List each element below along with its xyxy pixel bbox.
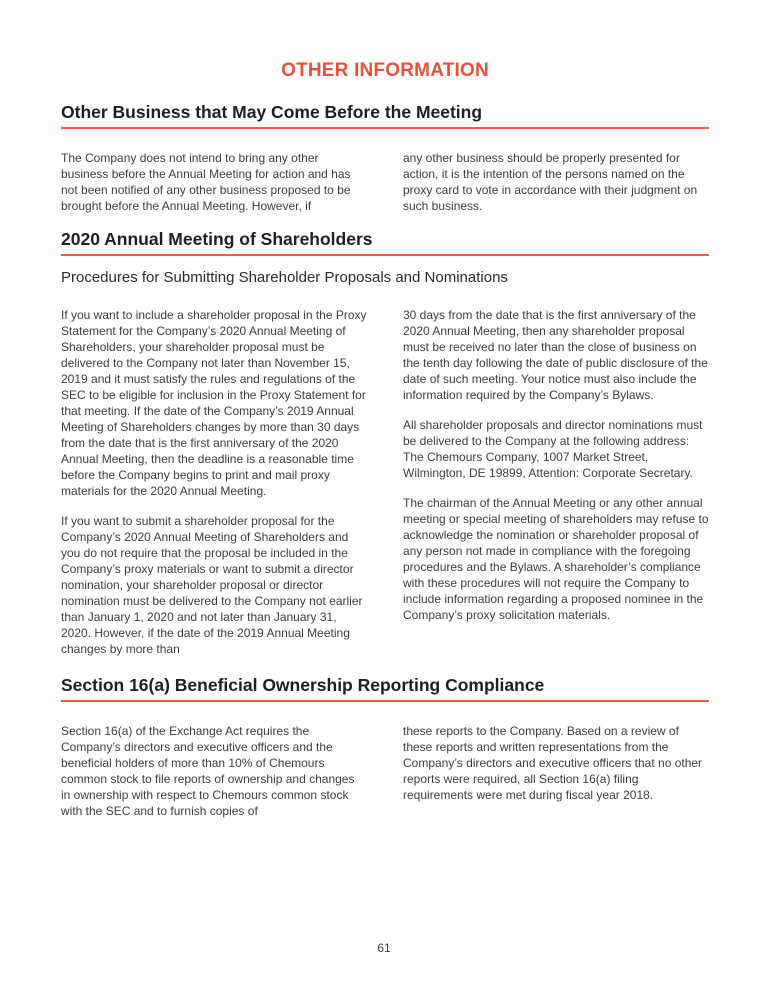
body-paragraph: any other business should be properly presented for action, it is the intention of the persons named on the proxy card to vote in accordance with their judgment on such business. [403, 151, 698, 213]
section-annual-meeting-columns [61, 307, 709, 657]
left-column [61, 150, 367, 214]
section-other-business-columns [61, 150, 709, 214]
page-title: OTHER INFORMATION [281, 60, 489, 81]
body-paragraph: If you want to include a shareholder proposal in the Proxy Statement for the Company’s 2020 Annual Meeting of Shareholders, your shareholder proposal must be delivered to the Company not later than November 15, 2019 and it must satisfy the rules and regulations of the SEC to be eligible for inclusion in the Proxy Statement for that meeting. If the date of the Company’s 2019 Annual Meeting of Shareholders changes by more than 30 days from the date that is the first anniversary of the 2020 Annual Meeting, then the deadline is a reasonable time before the Company begins to print and mail proxy materials for the 2020 Annual Meeting. [61, 308, 367, 498]
section-subheading-procedures: Procedures for Submitting Shareholder Proposals and Nominations [61, 269, 508, 286]
section-heading-2020-annual-meeting: 2020 Annual Meeting of Shareholders [61, 229, 709, 256]
right-column [403, 307, 709, 657]
right-column [403, 723, 709, 819]
body-paragraph: The chairman of the Annual Meeting or any other annual meeting or special meeting of shareholders may refuse to acknowledge the nomination or shareholder proposal of any person not made in compliance with the foregoing procedures and the Bylaws. A shareholder’s compliance with these procedures will not require the Company to include information regarding a proposed nominee in the Company’s proxy solicitation materials. [403, 496, 709, 622]
body-paragraph: The Company does not intend to bring any other business before the Annual Meeting for action and has not been notified of any other business proposed to be brought before the Annual Meeting. However, if [61, 151, 351, 213]
left-column [61, 723, 367, 819]
right-column [403, 150, 709, 214]
section-heading-other-business: Other Business that May Come Before the Meeting [61, 102, 709, 129]
section-heading-section-16a: Section 16(a) Beneficial Ownership Reporting Compliance [61, 675, 709, 702]
body-paragraph: 30 days from the date that is the first anniversary of the 2020 Annual Meeting, then any shareholder proposal must be received no later than the close of business on the tenth day following the date of public disclosure of the date of such meeting. Your notice must also include the information required by the Company’s Bylaws. [403, 308, 708, 402]
body-paragraph: these reports to the Company. Based on a review of these reports and written representations from the Company’s directors and executive officers that no other reports were required, all Section 16(a) filing requirements were met during fiscal year 2018. [403, 724, 703, 802]
page-content [61, 0, 709, 819]
body-paragraph: If you want to submit a shareholder proposal for the Company’s 2020 Annual Meeting of Shareholders and you do not require that the proposal be included in the Company’s proxy materials or want to submit a director nomination, your shareholder proposal or director nomination must be delivered to the Company not earlier than January 1, 2020 and not later than January 31, 2020. However, if the date of the 2019 Annual Meeting changes by more than [61, 514, 363, 656]
left-column [61, 307, 367, 657]
section-16a-columns [61, 723, 709, 819]
page-number: 61 [377, 941, 391, 955]
body-paragraph: Section 16(a) of the Exchange Act requires the Company’s directors and executive officers and the beneficial holders of more than 10% of Chemours common stock to file reports of ownership and changes in ownership with respect to Chemours common stock with the SEC and to furnish copies of [61, 724, 355, 818]
body-paragraph: All shareholder proposals and director nominations must be delivered to the Company at the following address: The Chemours Company, 1007 Market Street, Wilmington, DE 19899, Attention: Corporate Secretary. [403, 418, 703, 480]
